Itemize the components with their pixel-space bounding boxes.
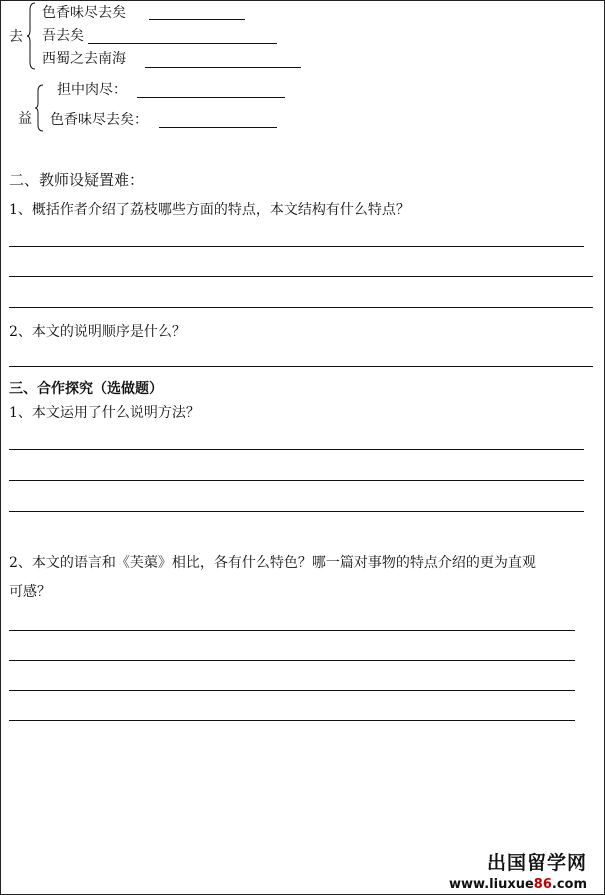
s3-q1-answer-line-2[interactable] [9,480,584,481]
section3-question-2-line-2: 可感？ [9,584,51,600]
section2-heading: 二、教师设疑置难： [9,171,145,189]
s2-q1-answer-line-3[interactable] [9,307,593,308]
s2-q1-answer-line-2[interactable] [9,276,593,277]
watermark-url-highlight: 86 [533,877,552,892]
s3-q1-answer-line-3[interactable] [9,511,584,512]
s3-q1-answer-line-1[interactable] [9,449,584,450]
yi-item-1: 担中肉尽： [57,82,127,98]
watermark-url-prefix: www.liuxue [449,877,534,892]
s3-q2-answer-line-4[interactable] [9,720,575,721]
qu-answer-line-2[interactable] [88,43,277,44]
qu-answer-line-3[interactable] [145,67,301,68]
yi-answer-line-2[interactable] [159,127,277,128]
watermark-url-suffix: .com [551,877,587,892]
s3-q2-answer-line-1[interactable] [9,630,575,631]
s2-q2-answer-line-1[interactable] [9,366,593,367]
s2-q1-answer-line-1[interactable] [9,246,584,247]
yi-brace-icon [34,84,44,132]
section3-heading: 三、合作探究（选做题） [9,381,163,397]
s3-q2-answer-line-3[interactable] [9,690,575,691]
qu-item-1: 色香味尽去矣 [42,5,126,21]
yi-item-2: 色香味尽去矣： [50,112,148,128]
qu-group-head: 去 [9,29,23,45]
qu-item-2: 吾去矣 [42,28,84,44]
qu-brace-icon [26,2,36,70]
yi-answer-line-1[interactable] [137,97,285,98]
s3-q2-answer-line-2[interactable] [9,660,575,661]
section2-question-2: 2、本文的说明顺序是什么？ [9,324,186,340]
section3-question-2-line-1: 2、本文的语言和《芙蕖》相比，各有什么特色？哪一篇对事物的特点介绍的更为直观 [9,555,536,571]
watermark-url [449,877,587,892]
section3-question-1: 1、本文运用了什么说明方法？ [9,405,200,421]
qu-answer-line-1[interactable] [149,19,245,20]
section2-question-1: 1、概括作者介绍了荔枝哪些方面的特点，本文结构有什么特点？ [9,202,410,218]
qu-item-3: 西蜀之去南海 [42,51,126,67]
yi-group-head: 益 [18,111,32,127]
watermark-brand: 出国留学网 [486,852,587,874]
